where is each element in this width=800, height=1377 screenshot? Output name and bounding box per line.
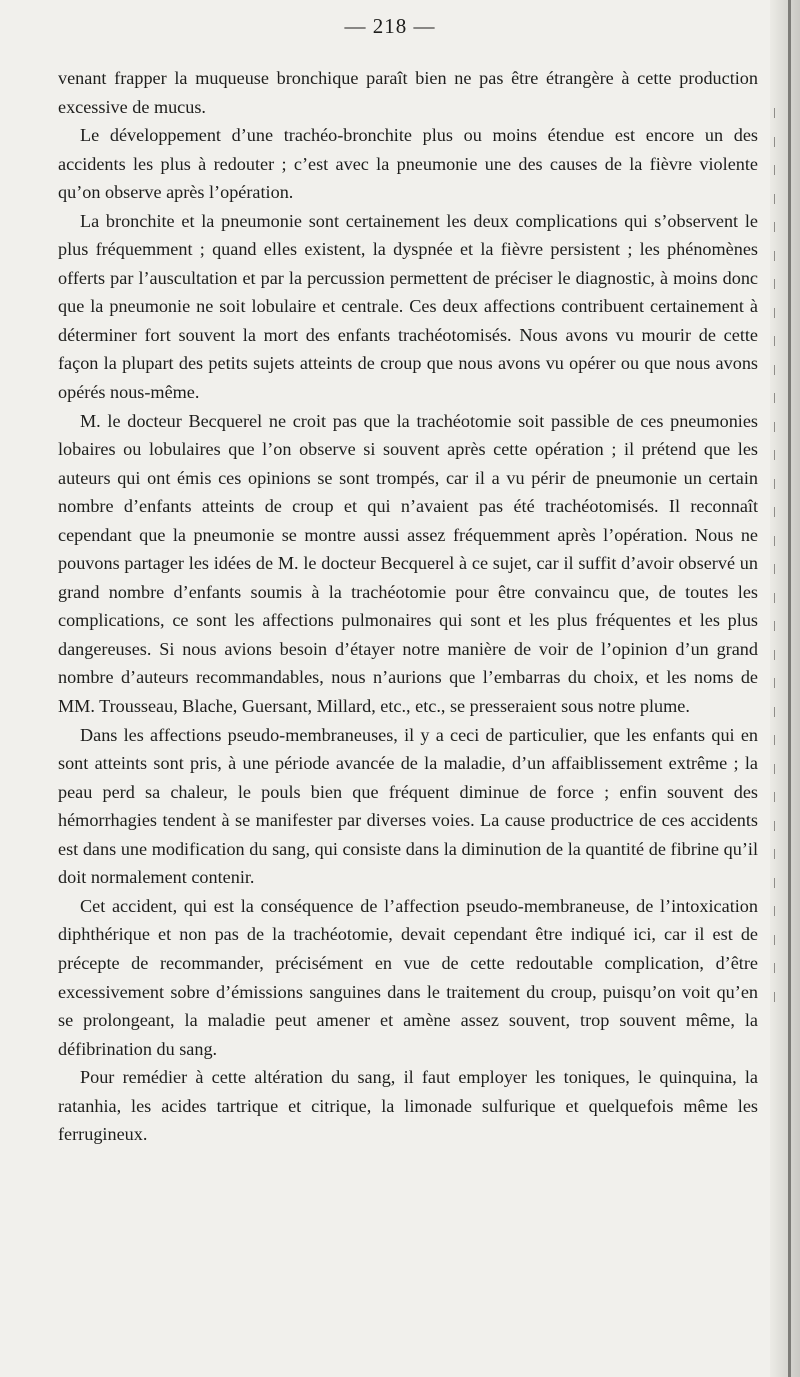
bleed-through-glyphs: ǀ ǀ ǀ ǀ ǀ ǀ ǀ ǀ ǀ ǀ ǀ ǀ ǀ ǀ ǀ ǀ ǀ ǀ ǀ ǀ ǀ ǀ ǀ ǀ ǀ ǀ ǀ ǀ ǀ ǀ ǀ ǀ [773,106,777,1006]
page-number-header: — 218 — [344,14,436,38]
paragraph-4: M. le docteur Becquerel ne croit pas que la trachéotomie soit passible de ces pneumonies lobaires ou lobulaires que l’on observe si souvent après cette opération ; il prétend que les auteurs qui ont émis ces opinions se sont trompés, car il a vu périr de pneumonie un certain nombre d’enfants atteints de croup et qui n’avaient pas été trachéotomisés. Il reconnaît cependant que la pneumonie se montre aussi assez fréquemment après l’opération. Nous ne pouvons partager les idées de M. le docteur Becquerel à ce sujet, car il suffit d’avoir observé un grand nombre d’enfants soumis à la trachéotomie pour être convaincu que, de toutes les complications, ce sont les affections pulmonaires qui sont et les plus fréquentes et les plus dangereuses. Si nous avions besoin d’étayer notre manière de voir de l’opinion d’un grand nombre d’auteurs recommandables, nous n’aurions que l’embarras du choix, et les noms de MM. Trousseau, Blache, Guersant, Millard, etc., etc., se presseraient sous notre plume. [58,410,758,717]
page-gutter-line [788,0,791,1377]
paragraph-5: Dans les affections pseudo-membraneuses, il y a ceci de particulier, que les enfants qui en sont atteints sont pris, à une période avancée de la maladie, d’un affaiblissement extrême ; la peau perd sa chaleur, le pouls bien que fréquent diminue de force ; enfin souvent des hémorrhagies tendent à se manifester par diverses voies. La cause productrice de ces accidents est dans une modification du sang, qui consiste dans la diminution de la quantité de fibrine qu’il doit normalement contenir. [58,724,758,888]
paragraph-6: Cet accident, qui est la conséquence de l’affection pseudo-membraneuse, de l’intoxication diphthérique et non pas de la trachéotomie, devait cependant être indiqué ici, car il est de précepte de recommander, précisément en vue de cette redoutable complication, d’être excessivement sobre d’émissions sanguines dans le traitement du croup, puisqu’on voit qu’en se prolongeant, la maladie peut amener et amène assez souvent, trop souvent même, la défibrination du sang. [58,895,758,1059]
paragraph-2: Le développement d’une trachéo-bronchite plus ou moins étendue est encore un des accidents les plus à redouter ; c’est avec la pneumonie une des causes de la fièvre violente qu’on observe après l’opération. [58,125,758,203]
paragraph-1: venant frapper la muqueuse bronchique paraît bien ne pas être étrangère à cette production excessive de mucus. [58,68,758,117]
body-text [58,64,758,1149]
paragraph-7: Pour remédier à cette altération du sang, il faut employer les toniques, le quinquina, la ratanhia, les acides tartrique et citrique, la limonade sulfurique et quelquefois même les ferrugineux. [58,1067,758,1145]
paragraph-3: La bronchite et la pneumonie sont certainement les deux complications qui s’observent le plus fréquemment ; quand elles existent, la dyspnée et la fièvre persistent ; les phénomènes offerts par l’auscultation et par la percussion permettent de préciser le diagnostic, à moins donc que la pneumonie ne soit lobulaire et centrale. Ces deux affections contribuent certainement à déterminer fort souvent la mort des enfants trachéotomisés. Nous avons vu mourir de cette façon la plupart des petits sujets atteints de croup que nous avons vu opérer ou que nous avons opérés nous-même. [58,210,758,403]
